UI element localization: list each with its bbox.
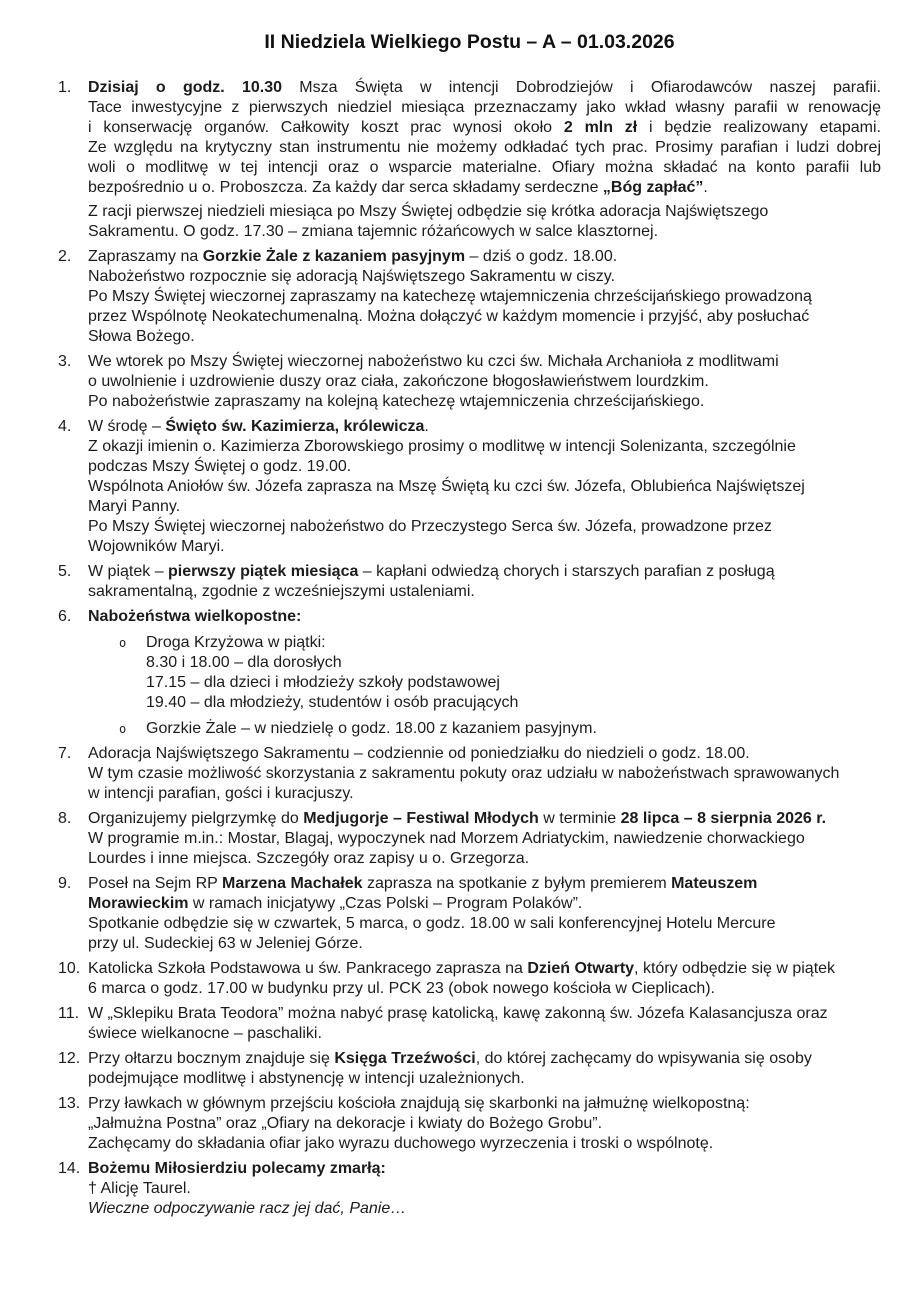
text-run: Księga Trzeźwości [334, 1050, 476, 1067]
announcement-item [58, 1094, 881, 1154]
text-run: Poseł na Sejm RP [88, 875, 222, 892]
item-line [88, 1069, 881, 1089]
text-run: Zachęcamy do składania ofiar jako wyrazu duchowego wyrzeczenia i troski o wspólnotę. [88, 1135, 714, 1152]
item-line [88, 497, 881, 517]
text-run: 8.30 i 18.00 – dla dorosłych [146, 654, 342, 671]
announcement-item [58, 874, 881, 954]
text-run: woli o modlitwę w tej intencji oraz o wsparcie materialne. Ofiary można składać na konto parafii lub [88, 159, 881, 176]
item-number: 4. [58, 418, 72, 435]
item-line [88, 352, 881, 372]
item-line [88, 178, 881, 198]
item-line [88, 222, 881, 242]
item-line [88, 267, 881, 287]
text-run: w intencji parafian, gości i kuracjuszy. [88, 785, 354, 802]
text-run: Morawieckim [88, 895, 189, 912]
text-run: W tym czasie możliwość skorzystania z sakramentu pokuty oraz udziału w nabożeństwach sprawowanych [88, 765, 840, 782]
text-run: Wspólnota Aniołów św. Józefa zaprasza na Mszę Świętą ku czci św. Józefa, Oblubieńca Najświętszej [88, 478, 805, 495]
announcement-item [58, 352, 881, 412]
text-run: podczas Mszy Świętej o godz. 19.00. [88, 458, 352, 475]
text-run: Katolicka Szkoła Podstawowa u św. Pankracego zaprasza na [88, 960, 528, 977]
text-run: 19.40 – dla młodzieży, studentów i osób pracujących [146, 694, 519, 711]
item-line [88, 582, 881, 602]
text-run: W „Sklepiku Brata Teodora” można nabyć prasę katolicką, kawę zakonną św. Józefa Kalasancjusza oraz [88, 1005, 828, 1022]
bullet-marker-icon: o [119, 636, 127, 650]
bullet-line [146, 653, 881, 673]
item-line [88, 392, 881, 412]
text-run: Organizujemy pielgrzymkę do [88, 810, 304, 827]
item-line [88, 437, 881, 457]
text-run: We wtorek po Mszy Świętej wieczornej nabożeństwo ku czci św. Michała Archanioła z modlitwami [88, 353, 779, 370]
item-line [88, 764, 881, 784]
text-run: Zapraszamy na [88, 248, 203, 265]
item-number: 3. [58, 353, 72, 370]
bullet-line [146, 719, 881, 739]
item-number: 6. [58, 608, 72, 625]
text-run: 17.15 – dla dzieci i młodzieży szkoły podstawowej [146, 674, 500, 691]
announcement-item [58, 417, 881, 557]
item-line [88, 1134, 881, 1154]
item-number: 10. [58, 960, 81, 977]
item-line [88, 1159, 881, 1179]
text-run: Dzień Otwarty [527, 960, 635, 977]
text-run: Ze względu na krytyczny stan instrumentu nie możemy odkładać tych prac. Prosimy parafian i ludzi dobrej [88, 139, 881, 156]
text-run: 28 lipca – 8 sierpnia 2026 r. [620, 810, 827, 827]
item-number: 14. [58, 1160, 81, 1177]
bullet-line [146, 693, 881, 713]
text-run: , który odbędzie się w piątek [634, 960, 836, 977]
bullet-marker-icon: o [119, 722, 127, 736]
text-run: sakramentalną, zgodnie z wcześniejszymi ustaleniami. [88, 583, 475, 600]
text-run: świece wielkanocne – paschaliki. [88, 1025, 322, 1042]
text-run: Nabożeństwa wielkopostne: [88, 608, 302, 625]
item-line [88, 138, 881, 158]
bullet-line [146, 633, 881, 653]
text-run: Słowa Bożego. [88, 328, 195, 345]
announcement-item [58, 78, 881, 242]
text-run: Wieczne odpoczywanie racz jej dać, Panie… [88, 1200, 407, 1217]
item-number: 2. [58, 248, 72, 265]
item-line [88, 1024, 881, 1044]
announcement-item [58, 562, 881, 602]
text-run: Sakramentu. O godz. 17.30 – zmiana tajemnic różańcowych w salce klasztornej. [88, 223, 659, 240]
item-line [88, 914, 881, 934]
announcement-item [58, 1159, 881, 1219]
text-run: bezpośrednio u o. Proboszcza. Za każdy dar serca składamy serdeczne [88, 179, 603, 196]
item-number: 8. [58, 810, 72, 827]
text-run: o uwolnienie i uzdrowienie duszy oraz ciała, zakończone błogosławieństwem lourdzkim. [88, 373, 709, 390]
item-number: 11. [58, 1005, 80, 1022]
text-run: Po Mszy Świętej wieczornej zapraszamy na katechezę wtajemniczenia chrześcijańskiego prowadzoną [88, 288, 812, 305]
item-line [88, 327, 881, 347]
text-run: Droga Krzyżowa w piątki: [146, 634, 326, 651]
item-line [88, 784, 881, 804]
item-number: 9. [58, 875, 72, 892]
item-line [88, 247, 881, 267]
text-run: . [424, 418, 429, 435]
text-run: – dziś o godz. 18.00. [465, 248, 618, 265]
bullet-line [146, 673, 881, 693]
text-run: Przy ołtarzu bocznym znajduje się [88, 1050, 335, 1067]
text-run: Bożemu Miłosierdziu polecamy zmarłą: [88, 1160, 386, 1177]
item-line [88, 98, 881, 118]
announcement-item [58, 744, 881, 804]
text-run: Marzena Machałek [222, 875, 363, 892]
item-line [88, 1094, 881, 1114]
text-run: i konserwację organów. Całkowity koszt prac wynosi około [88, 119, 564, 136]
announcement-item [58, 247, 881, 347]
bullet-group [88, 633, 881, 713]
item-line [88, 537, 881, 557]
text-run: Mateuszem [671, 875, 758, 892]
text-run: W piątek – [88, 563, 169, 580]
item-line [88, 894, 881, 914]
item-line [88, 874, 881, 894]
text-run: w terminie [538, 810, 621, 827]
item-line [88, 287, 881, 307]
item-line [88, 934, 881, 954]
item-line [88, 417, 881, 437]
item-line [88, 744, 881, 764]
item-line [88, 78, 881, 98]
announcement-item [58, 1004, 881, 1044]
item-line [88, 457, 881, 477]
item-line [88, 1004, 881, 1024]
item-line [88, 562, 881, 582]
text-run: Po nabożeństwie zapraszamy na kolejną katechezę wtajemniczenia chrześcijańskiego. [88, 393, 705, 410]
text-run: Przy ławkach w głównym przejściu kościoła znajdują się skarbonki na jałmużnę wielkopostną: [88, 1095, 750, 1112]
text-run: pierwszy piątek miesiąca [168, 563, 359, 580]
text-run: , do której zachęcamy do wpisywania się osoby [475, 1050, 812, 1067]
item-number: 5. [58, 563, 72, 580]
text-run: zaprasza na spotkanie z byłym premierem [362, 875, 672, 892]
item-line [88, 477, 881, 497]
item-line [88, 1114, 881, 1134]
item-line [88, 118, 881, 138]
item-line [88, 1199, 881, 1219]
text-run: w ramach inicjatywy „Czas Polski – Program Polaków”. [188, 895, 583, 912]
item-line [88, 158, 881, 178]
text-run: W programie m.in.: Mostar, Blagaj, wypoczynek nad Morzem Adriatyckim, nawiedzenie chorwackiego [88, 830, 805, 847]
text-run: 2 mln zł [563, 119, 638, 136]
text-run: Gorzkie Żale z kazaniem pasyjnym [202, 248, 466, 265]
parish-announcements-document [0, 30, 909, 1316]
document-title: II Niedziela Wielkiego Postu – A – 01.03.2026 [264, 31, 675, 53]
text-run: Tace inwestycyjne z pierwszych niedziel miesiąca przeznaczamy jako wkład własny parafii w renowację [88, 99, 881, 116]
announcement-item [58, 607, 881, 739]
text-run: Święto św. Kazimierza, królewicza [165, 418, 425, 435]
text-run: Wojowników Maryi. [88, 538, 225, 555]
announcement-item [58, 1049, 881, 1089]
bullet-group [88, 719, 881, 739]
text-run: Z okazji imienin o. Kazimierza Zborowskiego prosimy o modlitwę w intencji Solenizanta, szczególnie [88, 438, 796, 455]
text-run: Spotkanie odbędzie się w czwartek, 5 marca, o godz. 18.00 w sali konferencyjnej Hotelu Mercure [88, 915, 776, 932]
item-line [88, 1179, 881, 1199]
text-run: przez Wspólnotę Neokatechumenalną. Można dołączyć w każdym momencie i przyjść, aby posłuchać [88, 308, 810, 325]
text-run: 6 marca o godz. 17.00 w budynku przy ul. PCK 23 (obok nowego kościoła w Cieplicach). [88, 980, 715, 997]
text-run: Msza Święta w intencji Dobrodziejów i Ofiarodawców naszej parafii. [282, 79, 881, 96]
text-run: „Jałmużna Postna” oraz „Ofiary na dekoracje i kwiaty do Bożego Grobu”. [88, 1115, 603, 1132]
text-run: Dzisiaj o godz. 10.30 [88, 79, 283, 96]
item-line [88, 959, 881, 979]
item-number: 13. [58, 1095, 81, 1112]
item-line [88, 372, 881, 392]
item-line [88, 849, 881, 869]
text-run: przy ul. Sudeckiej 63 w Jeleniej Górze. [88, 935, 363, 952]
item-line [88, 607, 881, 627]
announcement-item [58, 809, 881, 869]
text-run: Maryi Panny. [88, 498, 181, 515]
item-line [88, 829, 881, 849]
item-line [88, 809, 881, 829]
text-run: i będzie realizowany etapami. [637, 119, 881, 136]
text-run: „Bóg zapłać” [602, 179, 704, 196]
item-line [88, 1049, 881, 1069]
item-number: 7. [58, 745, 72, 762]
item-line [88, 202, 881, 222]
announcements-list [58, 78, 881, 1219]
text-run: Nabożeństwo rozpocznie się adoracją Najświętszego Sakramentu w ciszy. [88, 268, 616, 285]
item-number: 1. [58, 79, 72, 96]
text-run: Adoracja Najświętszego Sakramentu – codziennie od poniedziałku do niedzieli o godz. 18.00. [88, 745, 750, 762]
text-run: Z racji pierwszej niedzieli miesiąca po Mszy Świętej odbędzie się krótka adoracja Najświętszego [88, 203, 769, 220]
item-number: 12. [58, 1050, 81, 1067]
item-line [88, 517, 881, 537]
text-run: † Alicję Taurel. [88, 1180, 191, 1197]
text-run: Gorzkie Żale – w niedzielę o godz. 18.00 z kazaniem pasyjnym. [146, 720, 597, 737]
announcement-item [58, 959, 881, 999]
item-line [88, 307, 881, 327]
text-run: . [703, 179, 708, 196]
text-run: Lourdes i inne miejsca. Szczegóły oraz zapisy u o. Grzegorza. [88, 850, 530, 867]
item-line [88, 979, 881, 999]
text-run: Po Mszy Świętej wieczornej nabożeństwo do Przeczystego Serca św. Józefa, prowadzone przez [88, 518, 772, 535]
text-run: – kapłani odwiedzą chorych i starszych parafian z posługą [358, 563, 775, 580]
text-run: Medjugorje – Festiwal Młodych [303, 810, 539, 827]
text-run: podejmujące modlitwę i abstynencję w intencji uzależnionych. [88, 1070, 525, 1087]
text-run: W środę – [88, 418, 166, 435]
